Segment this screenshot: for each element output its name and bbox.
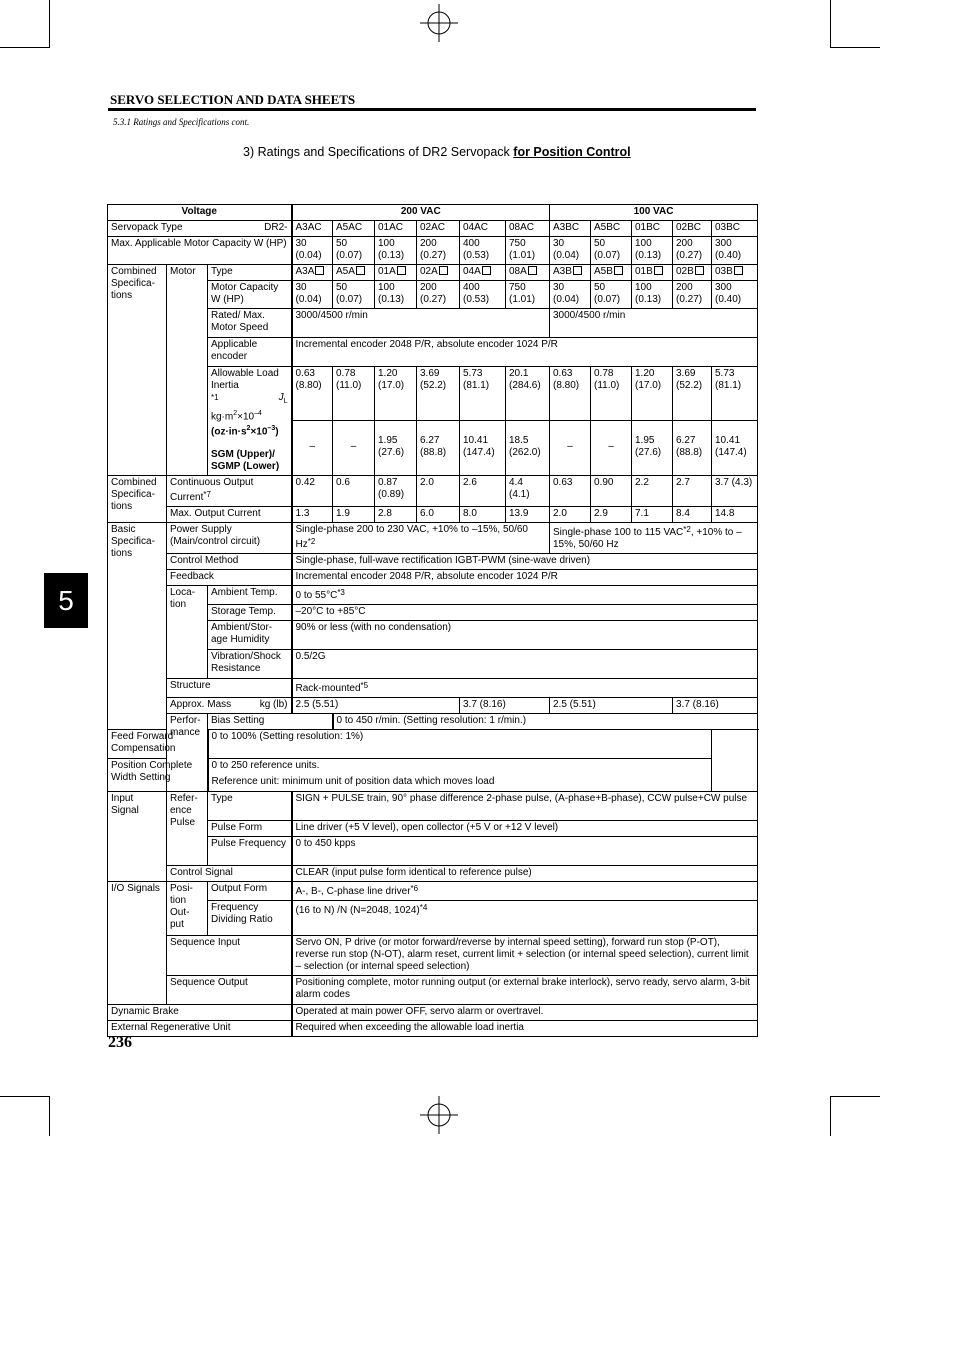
- inertia-lower-cell: 10.41 (147.4): [712, 421, 758, 475]
- voltage-100: 100 VAC: [550, 205, 758, 221]
- motor-capacity-cell: 30 (0.04): [550, 281, 591, 309]
- max-capacity-cell: 400 (0.53): [460, 237, 506, 265]
- structure-row: [108, 678, 758, 697]
- inertia-upper-cell: 0.78 (11.0): [333, 367, 375, 421]
- footnote: *2: [683, 524, 691, 534]
- type-cell: A5AC: [333, 221, 375, 237]
- motor-type-text: 08A: [509, 266, 527, 277]
- max-current-cell: 13.9: [506, 506, 550, 522]
- position-complete-label: Position Complete Width Setting: [108, 758, 208, 791]
- ambient-temp-label: Ambient Temp.: [208, 585, 292, 604]
- type-cell: 03BC: [712, 221, 758, 237]
- external-regen-label: External Regenerative Unit: [108, 1020, 292, 1036]
- motor-type-cell: [591, 265, 632, 281]
- inertia-upper-cell: 0.63 (8.80): [550, 367, 591, 421]
- max-current-cell: 6.0: [417, 506, 460, 522]
- rated-speed-200: 3000/4500 r/min: [292, 309, 550, 338]
- position-complete-row: [108, 758, 758, 791]
- dynamic-brake-row: [108, 1004, 758, 1020]
- motor-type-row: [108, 265, 758, 281]
- type-cell: A3AC: [292, 221, 333, 237]
- crop-mark: [830, 0, 831, 48]
- inertia-lower-cell: –: [333, 421, 375, 475]
- power-row: [108, 522, 758, 553]
- mass-cell: 2.5 (5.51): [292, 697, 460, 713]
- page-heading: [243, 145, 631, 159]
- square-icon: [439, 266, 448, 275]
- inertia-lower-cell: 1.95 (27.6): [632, 421, 673, 475]
- max-current-cell: 2.0: [550, 506, 591, 522]
- square-icon: [482, 266, 491, 275]
- bias-label: Bias Setting: [208, 713, 333, 729]
- encoder-value: Incremental encoder 2048 P/R, absolute encoder 1024 P/R: [292, 338, 758, 367]
- freq-div-value: [292, 900, 758, 935]
- sequence-input-value: Servo ON, P drive (or motor forward/reverse by internal speed setting), forward run stop (P-OT), reverse run stop (N-OT), alarm reset, current limit + selection (or internal speed selection), current limit – selection (or internal speed selection): [292, 935, 758, 975]
- unit-text: ×10: [237, 411, 255, 423]
- voltage-row: [108, 205, 758, 221]
- inertia-unit-si: [211, 408, 288, 423]
- motor-type-text: 01B: [635, 266, 653, 277]
- unit-sup: 2: [246, 425, 251, 433]
- rated-speed-100: 3000/4500 r/min: [550, 309, 758, 338]
- square-icon: [573, 266, 582, 275]
- combined-spec-label: Combined Specifica- tions: [108, 475, 167, 522]
- max-current-cell: 7.1: [632, 506, 673, 522]
- inertia-subscript: L: [283, 398, 288, 405]
- pulse-form-value: Line driver (+5 V level), open collector (+5 V or +12 V level): [292, 820, 758, 836]
- max-capacity-cell: 100 (0.13): [632, 237, 673, 265]
- inertia-lower-cell: 1.95 (27.6): [375, 421, 417, 475]
- humidity-label: Ambient/Stor- age Humidity: [208, 620, 292, 649]
- sequence-output-label: Sequence Output: [167, 975, 292, 1004]
- motor-type-cell: [417, 265, 460, 281]
- control-method-row: [108, 553, 758, 569]
- type-cell: 01AC: [375, 221, 417, 237]
- position-complete-value: [208, 758, 712, 791]
- motor-type-text: A3B: [553, 266, 572, 277]
- external-regen-value: Required when exceeding the allowable load inertia: [292, 1020, 758, 1036]
- inertia-upper-cell: 1.20 (17.0): [375, 367, 417, 421]
- feed-forward-value: 0 to 100% (Setting resolution: 1%): [208, 729, 712, 758]
- footnote: *2: [307, 536, 316, 546]
- square-icon: [734, 266, 743, 275]
- max-capacity-cell: 100 (0.13): [375, 237, 417, 265]
- square-icon: [695, 266, 704, 275]
- motor-capacity-cell: 100 (0.13): [632, 281, 673, 309]
- max-current-cell: 1.9: [333, 506, 375, 522]
- output-form-value: [292, 881, 758, 900]
- type-cell: 02AC: [417, 221, 460, 237]
- max-capacity-label: Max. Applicable Motor Capacity W (HP): [108, 237, 292, 265]
- ambient-temp-text: 0 to 55°C: [295, 589, 338, 601]
- square-icon: [654, 266, 663, 275]
- square-icon: [397, 266, 406, 275]
- header-rule: [108, 108, 756, 111]
- inertia-upper-cell: 5.73 (81.1): [712, 367, 758, 421]
- mass-cell: 3.7 (8.16): [460, 697, 550, 713]
- motor-type-label: Type: [208, 265, 292, 281]
- max-capacity-cell: 50 (0.07): [591, 237, 632, 265]
- rated-speed-label: Rated/ Max. Motor Speed: [208, 309, 292, 338]
- footnote: *1: [211, 393, 219, 402]
- max-current-cell: 2.8: [375, 506, 417, 522]
- max-capacity-row: [108, 237, 758, 265]
- cont-current-cell: 0.87 (0.89): [375, 475, 417, 506]
- mass-row: [108, 697, 758, 713]
- motor-type-text: 02B: [676, 266, 694, 277]
- feed-forward-label: Feed Forward Compensation: [108, 729, 208, 758]
- max-current-cell: 8.4: [673, 506, 712, 522]
- location-label: Loca- tion: [167, 585, 208, 678]
- mass-cell: 2.5 (5.51): [550, 697, 673, 713]
- heading-prefix: 3) Ratings and Specifications of DR2 Servopack: [243, 145, 514, 159]
- motor-type-cell: [506, 265, 550, 281]
- mass-unit: kg (lb): [259, 698, 288, 710]
- unit-sup: –4: [254, 410, 262, 417]
- cont-current-row: [108, 475, 758, 506]
- cont-current-label-text: Continuous Output Current: [170, 476, 254, 503]
- pulse-form-label: Pulse Form: [208, 820, 292, 836]
- footnote: *4: [419, 902, 428, 912]
- square-icon: [614, 266, 623, 275]
- feedback-value: Incremental encoder 2048 P/R, absolute encoder 1024 P/R: [292, 569, 758, 585]
- cont-current-cell: 2.7: [673, 475, 712, 506]
- inertia-line-1: [211, 368, 288, 392]
- inertia-lower-cell: 6.27 (88.8): [417, 421, 460, 475]
- inertia-lower-cell: –: [292, 421, 333, 475]
- motor-label: Motor: [167, 265, 208, 476]
- position-output-label: Posi- tion Out- put: [167, 881, 208, 935]
- max-capacity-cell: 200 (0.27): [417, 237, 460, 265]
- type-cell: A3BC: [550, 221, 591, 237]
- motor-capacity-cell: 30 (0.04): [292, 281, 333, 309]
- sequence-input-row: [108, 935, 758, 975]
- inertia-lower-cell: 6.27 (88.8): [673, 421, 712, 475]
- sgm-upper-label: SGM (Upper)/: [211, 448, 275, 460]
- max-capacity-cell: 200 (0.27): [673, 237, 712, 265]
- inertia-line-2: [211, 392, 288, 408]
- inertia-upper-cell: 20.1 (284.6): [506, 367, 550, 421]
- inertia-lower-cell: 10.41 (147.4): [460, 421, 506, 475]
- type-prefix: DR2-: [264, 222, 288, 233]
- ambient-temp-value: [292, 585, 758, 604]
- heading-emphasis: for Position Control: [513, 145, 631, 159]
- servopack-type-label: [108, 221, 292, 237]
- servopack-type-row: [108, 221, 758, 237]
- motor-type-text: A3A: [295, 266, 315, 277]
- inertia-lower-cell: 18.5 (262.0): [506, 421, 550, 475]
- max-capacity-cell: 50 (0.07): [333, 237, 375, 265]
- motor-capacity-cell: 200 (0.27): [417, 281, 460, 309]
- footnote: *6: [410, 883, 419, 893]
- cont-current-cell: 0.90: [591, 475, 632, 506]
- square-icon: [315, 266, 324, 275]
- pulse-type-label: Type: [208, 791, 292, 820]
- cont-current-cell: 2.0: [417, 475, 460, 506]
- max-current-row: [108, 506, 758, 522]
- max-capacity-cell: 30 (0.04): [292, 237, 333, 265]
- motor-type-text: 01A: [378, 266, 396, 277]
- motor-capacity-cell: 50 (0.07): [591, 281, 632, 309]
- dynamic-brake-label: Dynamic Brake: [108, 1004, 292, 1020]
- mass-label: [167, 697, 292, 713]
- crop-mark: [0, 47, 50, 48]
- performance-label: Perfor- mance: [167, 713, 208, 791]
- cont-current-cell: 0.63: [550, 475, 591, 506]
- motor-capacity-cell: 200 (0.27): [673, 281, 712, 309]
- dynamic-brake-value: Operated at main power OFF, servo alarm or overtravel.: [292, 1004, 758, 1020]
- unit-sup: –3: [267, 425, 276, 433]
- crop-mark: [830, 47, 880, 48]
- motor-type-cell: [292, 265, 333, 281]
- feedback-row: [108, 569, 758, 585]
- cont-current-cell: 2.6: [460, 475, 506, 506]
- motor-type-text: A5A: [336, 266, 355, 277]
- inertia-unit-imperial: [211, 423, 288, 438]
- control-method-value: Single-phase, full-wave rectification IGBT-PWM (sine-wave driven): [292, 553, 758, 569]
- inertia-upper-cell: 3.69 (52.2): [417, 367, 460, 421]
- crop-mark: [49, 0, 50, 48]
- motor-capacity-cell: 50 (0.07): [333, 281, 375, 309]
- crop-mark: [830, 1096, 831, 1136]
- vibration-label: Vibration/Shock Resistance: [208, 649, 292, 678]
- inertia-upper-cell: 0.63 (8.80): [292, 367, 333, 421]
- square-icon: [356, 266, 365, 275]
- unit-text: ×10: [250, 426, 268, 438]
- motor-type-text: 02A: [420, 266, 438, 277]
- max-current-label: Max. Output Current: [167, 506, 292, 522]
- sequence-output-row: [108, 975, 758, 1004]
- mass-cell: 3.7 (8.16): [673, 697, 758, 713]
- inertia-lower-cell: –: [550, 421, 591, 475]
- inertia-symbol: J: [278, 392, 284, 403]
- footnote: *7: [203, 489, 211, 499]
- structure-value: [292, 678, 758, 697]
- power-100-text: Single-phase 100 to 115 VAC: [553, 526, 684, 538]
- feedback-label: Feedback: [167, 569, 292, 585]
- output-form-label: Output Form: [208, 881, 292, 900]
- position-complete-line: 0 to 250 reference units.: [211, 759, 320, 771]
- structure-text: Rack-mounted: [295, 682, 361, 694]
- control-signal-label: Control Signal: [167, 865, 292, 881]
- storage-temp-value: –20°C to +85°C: [292, 604, 758, 620]
- cont-current-cell: 0.6: [333, 475, 375, 506]
- square-icon: [528, 266, 537, 275]
- basic-spec-label: Basic Specifica- tions: [108, 522, 167, 729]
- motor-type-text: 04A: [463, 266, 481, 277]
- inertia-upper-cell: 1.20 (17.0): [632, 367, 673, 421]
- cont-current-cell: 4.4 (4.1): [506, 475, 550, 506]
- reference-pulse-label: Refer- ence Pulse: [167, 791, 208, 865]
- chapter-tab: 5: [44, 573, 88, 628]
- pulse-type-row: [108, 791, 758, 820]
- motor-type-text: A5B: [594, 266, 613, 277]
- type-cell: 02BC: [673, 221, 712, 237]
- position-complete-line: Reference unit: minimum unit of position data which moves load: [211, 775, 495, 787]
- inertia-lower-cell: –: [591, 421, 632, 475]
- sequence-output-value: Positioning complete, motor running output (or external brake interlock), servo ready, servo alarm, 3-bit alarm codes: [292, 975, 758, 1004]
- external-regen-row: [108, 1020, 758, 1036]
- voltage-label: Voltage: [108, 205, 292, 221]
- unit-text: (oz·in·s: [211, 426, 247, 438]
- spacer: [211, 439, 288, 449]
- combined-spec-label: Combined Specifica- tions: [108, 265, 167, 476]
- motor-capacity-label: Motor Capacity W (HP): [208, 281, 292, 309]
- unit-sup: 2: [233, 410, 238, 417]
- registration-mark: [420, 4, 458, 42]
- motor-type-cell: [712, 265, 758, 281]
- max-current-cell: 1.3: [292, 506, 333, 522]
- max-current-cell: 2.9: [591, 506, 632, 522]
- humidity-value: 90% or less (with no condensation): [292, 620, 758, 649]
- motor-type-text: 03B: [715, 266, 733, 277]
- unit-text: kg·m: [211, 411, 234, 423]
- freq-div-label: Frequency Dividing Ratio: [208, 900, 292, 935]
- output-form-text: A-, B-, C-phase line driver: [295, 885, 411, 897]
- spec-table: [107, 204, 758, 1037]
- feed-forward-row: [108, 729, 758, 758]
- control-method-label: Control Method: [167, 553, 292, 569]
- motor-capacity-cell: 100 (0.13): [375, 281, 417, 309]
- type-cell: 01BC: [632, 221, 673, 237]
- sgm-lower-label: SGMP (Lower): [211, 460, 280, 472]
- cont-current-cell: 0.42: [292, 475, 333, 506]
- max-capacity-cell: 30 (0.04): [550, 237, 591, 265]
- inertia-upper-cell: 5.73 (81.1): [460, 367, 506, 421]
- type-cell: 08AC: [506, 221, 550, 237]
- pulse-frequency-label: Pulse Frequency: [208, 836, 292, 865]
- cont-current-cell: 2.2: [632, 475, 673, 506]
- output-form-row: [108, 881, 758, 900]
- freq-div-text: (16 to N) /N (N=2048, 1024): [295, 904, 420, 916]
- motor-capacity-cell: 300 (0.40): [712, 281, 758, 309]
- power-100: [550, 522, 758, 553]
- sequence-input-label: Sequence Input: [167, 935, 292, 975]
- motor-type-cell: [375, 265, 417, 281]
- motor-capacity-cell: 750 (1.01): [506, 281, 550, 309]
- crop-mark: [49, 1096, 50, 1136]
- input-signal-label: Input Signal: [108, 791, 167, 881]
- power-200-text: Single-phase 200 to 230 VAC, +10% to –15%, 50/60 Hz: [295, 523, 528, 550]
- footnote: *5: [360, 680, 369, 690]
- section-title: SERVO SELECTION AND DATA SHEETS: [110, 92, 356, 107]
- unit-text: ): [275, 426, 279, 438]
- max-capacity-cell: 750 (1.01): [506, 237, 550, 265]
- inertia-label-text: Allowable Load Inertia: [211, 368, 279, 391]
- max-capacity-cell: 300 (0.40): [712, 237, 758, 265]
- mass-label-text: Approx. Mass: [170, 698, 232, 710]
- inertia-upper-cell: 0.78 (11.0): [591, 367, 632, 421]
- cont-current-cell: 3.7 (4.3): [712, 475, 758, 506]
- page-number: 236: [108, 1034, 132, 1051]
- control-signal-value: CLEAR (input pulse form identical to reference pulse): [292, 865, 758, 881]
- voltage-200: 200 VAC: [292, 205, 550, 221]
- power-200: [292, 522, 550, 553]
- structure-label: Structure: [167, 678, 292, 697]
- crop-mark: [830, 1096, 880, 1097]
- max-current-cell: 8.0: [460, 506, 506, 522]
- vibration-value: 0.5/2G: [292, 649, 758, 678]
- motor-type-cell: [632, 265, 673, 281]
- footnote: *3: [337, 587, 345, 597]
- type-cell: A5BC: [591, 221, 632, 237]
- subsection-label: 5.3.1 Ratings and Specifications cont.: [113, 117, 250, 127]
- bias-row: [108, 713, 758, 729]
- max-current-cell: 14.8: [712, 506, 758, 522]
- pulse-frequency-value: 0 to 450 kpps: [292, 836, 758, 865]
- pulse-type-value: SIGN + PULSE train, 90° phase difference 2-phase pulse, (A-phase+B-phase), CCW pulse+CW pulse: [292, 791, 758, 820]
- motor-type-cell: [333, 265, 375, 281]
- storage-temp-label: Storage Temp.: [208, 604, 292, 620]
- cont-current-label: [167, 475, 292, 506]
- inertia-label: [208, 367, 292, 476]
- ambient-temp-row: [108, 585, 758, 604]
- type-cell: 04AC: [460, 221, 506, 237]
- type-label-text: Servopack Type: [111, 222, 183, 233]
- inertia-upper-cell: 3.69 (52.2): [673, 367, 712, 421]
- power-100-text: , +10% to –15%, 50/60 Hz: [553, 526, 742, 550]
- crop-mark: [0, 1096, 50, 1097]
- motor-type-cell: [673, 265, 712, 281]
- motor-capacity-cell: 400 (0.53): [460, 281, 506, 309]
- motor-type-cell: [460, 265, 506, 281]
- control-signal-row: [108, 865, 758, 881]
- io-signals-label: I/O Signals: [108, 881, 167, 1004]
- registration-mark: [420, 1096, 458, 1134]
- encoder-label: Applicable encoder: [208, 338, 292, 367]
- power-label: Power Supply (Main/control circuit): [167, 522, 292, 553]
- bias-value: 0 to 450 r/min. (Setting resolution: 1 r/min.): [333, 713, 758, 729]
- motor-type-cell: [550, 265, 591, 281]
